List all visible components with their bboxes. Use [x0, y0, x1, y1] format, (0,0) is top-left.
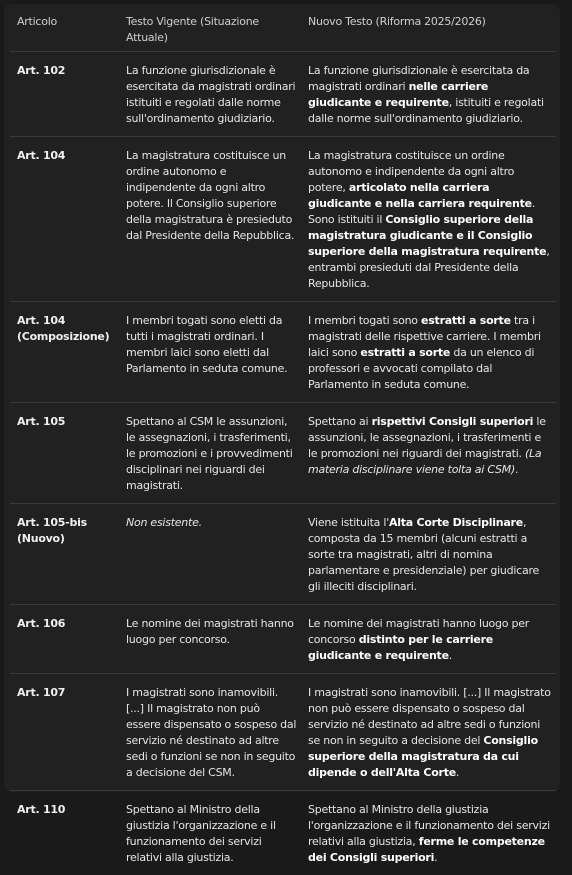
comparison-table-card [4, 4, 560, 792]
article-cell [10, 137, 119, 302]
article-label: (Nuovo) [17, 532, 65, 545]
article-label: Art. 105 [17, 415, 65, 428]
text-segment: da un elenco di professori e avvocati compilato dal Parlamento in seduta comune. [308, 346, 534, 391]
table-row [10, 302, 556, 403]
text-segment: Viene istituita l' [308, 516, 389, 529]
italic-text: Non esistente. [126, 516, 202, 529]
bold-text: distinto per le carriere giudicante e requirente [308, 633, 493, 662]
text-segment: . [449, 649, 452, 662]
bold-text: nelle carriere giudicante e requirente [308, 80, 488, 109]
current-text-cell [119, 52, 301, 137]
header-articolo: Articolo [10, 8, 119, 52]
current-text-cell [119, 137, 301, 302]
current-text-cell [119, 674, 301, 791]
text-segment: I membri togati sono [308, 314, 421, 327]
italic-text: (La materia disciplinare viene tolta ai CSM) [308, 447, 541, 476]
article-label: Art. 102 [17, 64, 65, 77]
text-segment: . Sono istituiti il [308, 197, 535, 226]
table-row [10, 137, 556, 302]
article-label: Art. 110 [17, 803, 65, 816]
text-segment: Spettano al Ministro della giustizia l'organizzazione e il funzionamento dei servizi relativi alla giustizia, [308, 803, 550, 848]
text-segment: , composta da 15 membri (alcuni estratti a sorte tra magistrati, altri di nomina parlamentare e presidenziale) per giudicare gli illeciti disciplinari. [308, 516, 539, 593]
table-row [10, 605, 556, 674]
text-segment: . [434, 851, 437, 864]
bold-text: Alta Corte Disciplinare [389, 516, 523, 529]
text-segment: . [515, 463, 518, 476]
text-segment: I magistrati sono inamovibili. [...] Il magistrato non può essere dispensato o sospeso dal servizio né destinato ad altre sedi o funzioni se non in seguito a decisione del CSM. [126, 686, 296, 779]
comparison-table [10, 8, 556, 875]
text-segment: , entrambi presieduti dal Presidente della Repubblica. [308, 245, 550, 290]
current-text-cell [119, 605, 301, 674]
text-segment: Le nomine dei magistrati hanno luogo per concorso. [126, 617, 294, 646]
new-text-cell [301, 674, 556, 791]
text-segment: le assunzioni, le assegnazioni, i trasferimenti e le promozioni nei riguardi dei magistrati. [308, 415, 546, 460]
article-label: Art. 106 [17, 617, 65, 630]
bold-text: estratti a sorte [360, 346, 450, 359]
new-text-cell [301, 504, 556, 605]
text-segment: La magistratura costituisce un ordine autonomo e indipendente da ogni altro potere. Il Consiglio superiore della magistratura è presieduto dal Presidente della Repubblica. [126, 149, 294, 242]
text-segment: tra i magistrati delle rispettive carriere. I membri laici sono [308, 314, 541, 359]
new-text-cell [301, 52, 556, 137]
text-segment: Le nomine dei magistrati hanno luogo per concorso [308, 617, 529, 646]
table-row [10, 674, 556, 791]
bold-text: Consiglio superiore della magistratura da cui dipende o dell'Alta Corte [308, 734, 538, 779]
text-segment: La magistratura costituisce un ordine autonomo e indipendente da ogni altro potere, [308, 149, 514, 194]
table-row [10, 791, 556, 875]
article-cell [10, 504, 119, 605]
new-text-cell [301, 791, 556, 875]
text-segment: I membri togati sono eletti da tutti i magistrati ordinari. I membri laici sono eletti dal Parlamento in seduta comune. [126, 314, 287, 375]
article-label: (Composizione) [17, 330, 109, 343]
current-text-cell [119, 504, 301, 605]
article-label: Art. 105-bis [17, 516, 87, 529]
table-row [10, 504, 556, 605]
article-cell [10, 791, 119, 875]
article-cell [10, 674, 119, 791]
header-nuovo-testo: Nuovo Testo (Riforma 2025/2026) [301, 8, 556, 52]
table-header-row [10, 8, 556, 52]
new-text-cell [301, 403, 556, 504]
text-segment: Spettano al CSM le assunzioni, le assegnazioni, i trasferimenti, le promozioni e i provvedimenti disciplinari nei riguardi dei magistrati. [126, 415, 293, 492]
text-segment: I magistrati sono inamovibili. [...] Il magistrato non può essere dispensato o sospeso dal servizio né destinato ad altre sedi o funzioni se non in seguito a decisione del [308, 686, 551, 747]
new-text-cell [301, 137, 556, 302]
article-label: Art. 104 [17, 314, 65, 327]
current-text-cell [119, 403, 301, 504]
new-text-cell [301, 302, 556, 403]
text-segment: . [456, 766, 459, 779]
bold-text: articolato nella carriera giudicante e nella carriera requirente [308, 181, 532, 210]
text-segment: Spettano ai [308, 415, 372, 428]
article-cell [10, 52, 119, 137]
text-segment: , istituiti e regolati dalle norme sull'ordinamento giudiziario. [308, 96, 544, 125]
text-segment: La funzione giurisdizionale è esercitata da magistrati ordinari istituiti e regolati dalle norme sull'ordinamento giudiziario. [126, 64, 295, 125]
text-segment: Spettano al Ministro della giustizia l'organizzazione e il funzionamento dei servizi relativi alla giustizia. [126, 803, 276, 864]
bold-text: ferme le competenze dei Consigli superiori [308, 835, 545, 864]
current-text-cell [119, 791, 301, 875]
bold-text: Consiglio superiore della magistratura giudicante e il Consiglio superiore della magistratura requirente [308, 213, 546, 258]
table-row [10, 403, 556, 504]
text-segment: La funzione giurisdizionale è esercitata da magistrati ordinari [308, 64, 529, 93]
current-text-cell [119, 302, 301, 403]
bold-text: estratti a sorte [421, 314, 511, 327]
table-row [10, 52, 556, 137]
article-cell [10, 403, 119, 504]
new-text-cell [301, 605, 556, 674]
header-testo-vigente: Testo Vigente (Situazione Attuale) [119, 8, 301, 52]
article-cell [10, 605, 119, 674]
article-cell [10, 302, 119, 403]
bold-text: rispettivi Consigli superiori [372, 415, 534, 428]
article-label: Art. 104 [17, 149, 65, 162]
article-label: Art. 107 [17, 686, 65, 699]
